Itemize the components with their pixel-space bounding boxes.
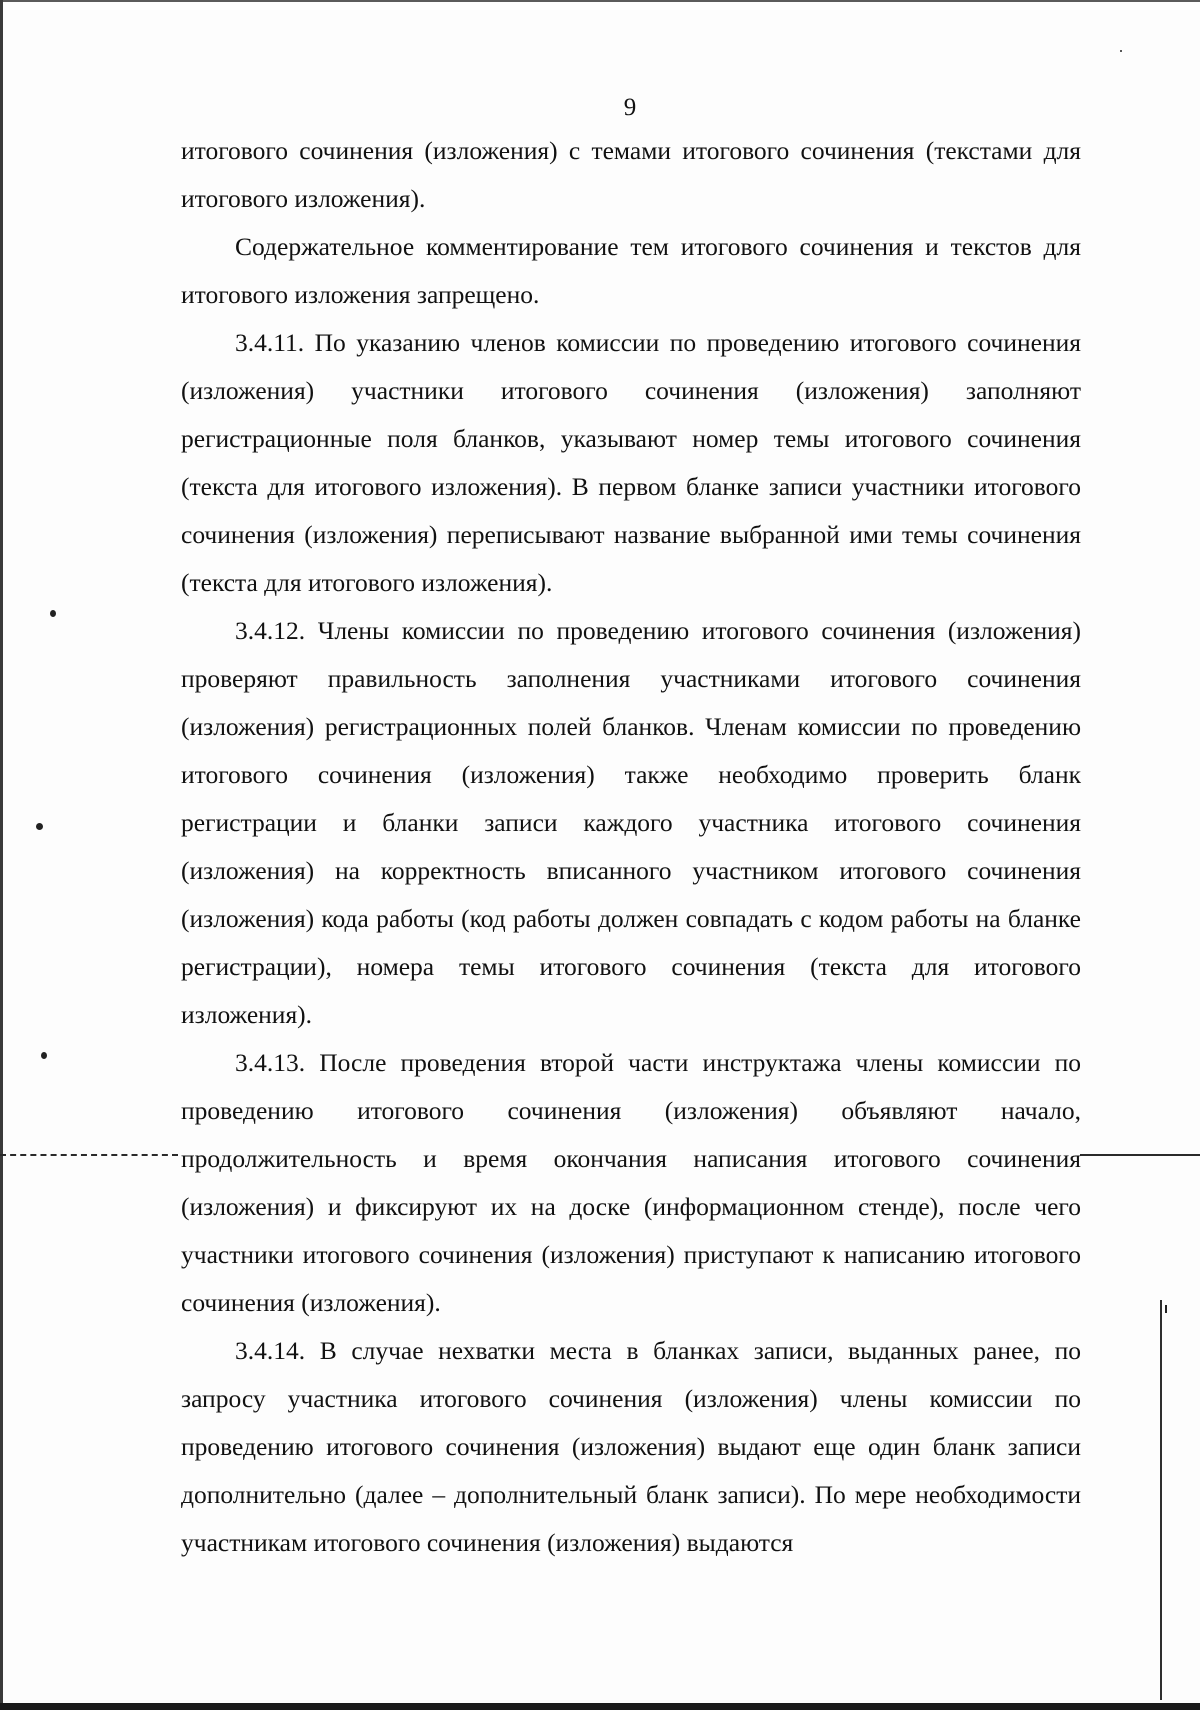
- scan-speck: [50, 610, 56, 617]
- document-body: [181, 127, 1081, 1567]
- scan-speck: [36, 823, 43, 830]
- paragraph-3-4-12: 3.4.12. Члены комиссии по проведению итогового сочинения (изложения) проверяют правильность заполнения участниками итогового сочинения (изложения) регистрационных полей бланков. Членам комиссии по проведению итогового сочинения (изложения) также необходимо проверить бланк регистрации и бланки записи каждого участника итогового сочинения (изложения) на корректность вписанного участником итогового сочинения (изложения) кода работы (код работы должен совпадать с кодом работы на бланке регистрации), номера темы итогового сочинения (текста для итогового изложения).: [181, 616, 1081, 1029]
- scan-edge-top: [0, 0, 1200, 2]
- scan-edge-bottom: [0, 1703, 1200, 1710]
- scan-speck: [1120, 50, 1122, 52]
- paragraph-3-4-14: 3.4.14. В случае нехватки места в бланках записи, выданных ранее, по запросу участника итогового сочинения (изложения) члены комиссии по проведению итогового сочинения (изложения) выдают еще один бланк записи дополнительно (далее – дополнительный бланк записи). По мере необходимости участникам итогового сочинения (изложения) выдаются: [181, 1336, 1081, 1557]
- fold-line-left: [0, 1154, 178, 1156]
- paragraph-3-4-11: 3.4.11. По указанию членов комиссии по проведению итогового сочинения (изложения) участники итогового сочинения (изложения) заполняют регистрационные поля бланков, указывают номер темы итогового сочинения (текста для итогового изложения). В первом бланке записи участники итогового сочинения (изложения) переписывают название выбранной ими темы сочинения (текста для итогового изложения).: [181, 328, 1081, 597]
- scan-edge-mark-right: [1160, 1300, 1162, 1700]
- fold-line-right: [1080, 1154, 1200, 1156]
- paragraph-3-4-13: 3.4.13. После проведения второй части инструктажа члены комиссии по проведению итогового сочинения (изложения) объявляют начало, продолжительность и время окончания написания итогового сочинения (изложения) и фиксируют их на доске (информационном стенде), после чего участники итогового сочинения (изложения) приступают к написанию итогового сочинения (изложения).: [181, 1048, 1081, 1317]
- page-number: 9: [623, 94, 637, 121]
- paragraph: итогового сочинения (изложения) с темами итогового сочинения (текстами для итогового изложения).: [181, 136, 1081, 213]
- scan-speck: [1165, 1305, 1167, 1313]
- paragraph: Содержательное комментирование тем итогового сочинения и текстов для итогового изложения запрещено.: [181, 232, 1081, 309]
- scan-edge-left: [0, 0, 3, 1710]
- scan-speck: [41, 1052, 47, 1059]
